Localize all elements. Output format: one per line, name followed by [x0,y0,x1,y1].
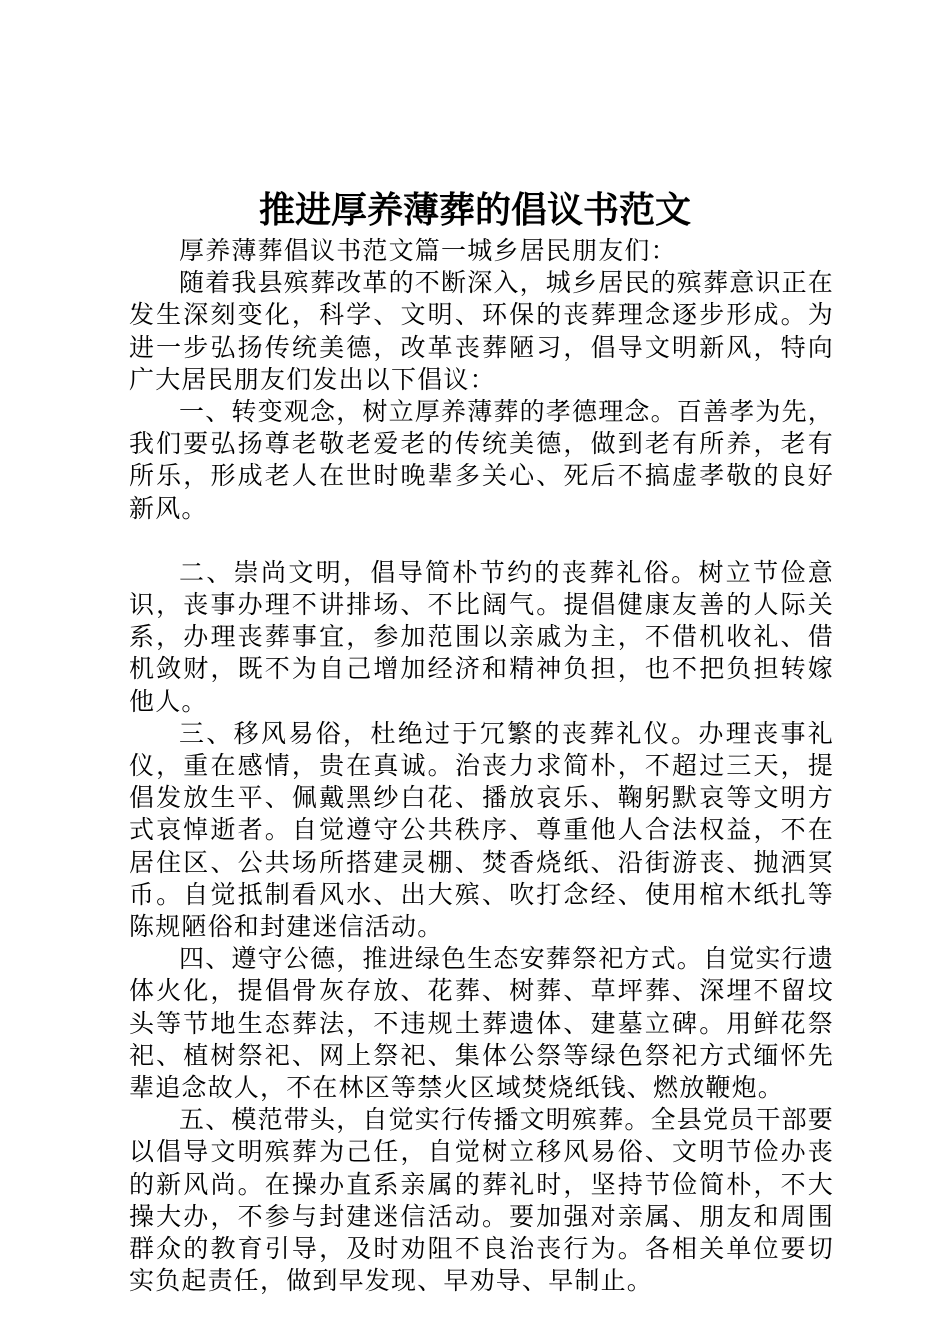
paragraph-greeting: 厚养薄葬倡议书范文篇一城乡居民朋友们： [179,236,677,265]
paragraph-item-4: 四、遵守公德，推进绿色生态安葬祭祀方式。自觉实行遗体火化，提倡骨灰存放、花葬、树葬、草坪葬、深埋不留坟头等节地生态葬法，不违规土葬遗体、建墓立碑。用鲜花祭祀、植树祭祀、网上祭祀、集体公祭等绿色祭祀方式缅怀先辈追念故人，不在林区等禁火区域焚烧纸钱、燃放鞭炮。 [129,944,835,1103]
document-body [129,235,834,1298]
paragraph-item-3: 三、移风易俗，杜绝过于冗繁的丧葬礼仪。办理丧事礼仪，重在感情，贵在真诚。治丧力求简朴，不超过三天，提倡发放生平、佩戴黑纱白花、播放哀乐、鞠躬默哀等文明方式哀悼逝者。自觉遵守公共秩序、尊重他人合法权益，不在居住区、公共场所搭建灵棚、焚香烧纸、沿街游丧、抛洒冥币。自觉抵制看风水、出大殡、吹打念经、使用棺木纸扎等陈规陋俗和封建迷信活动。 [129,718,834,942]
paragraph-item-1: 一、转变观念，树立厚养薄葬的孝德理念。百善孝为先，我们要弘扬尊老敬老爱老的传统美德，做到老有所养，老有所乐，形成老人在世时晚辈多关心、死后不搞虚孝敬的良好新风。 [129,397,835,523]
paragraph-item-2: 二、崇尚文明，倡导简朴节约的丧葬礼俗。树立节俭意识，丧事办理不讲排场、不比阔气。提倡健康友善的人际关系，办理丧葬事宜，参加范围以亲戚为主，不借机收礼、借机敛财，既不为自己增加经济和精神负担，也不把负担转嫁他人。 [129,557,834,716]
paragraph-intro: 随着我县殡葬改革的不断深入，城乡居民的殡葬意识正在发生深刻变化，科学、文明、环保的丧葬理念逐步形成。为进一步弘扬传统美德，改革丧葬陋习，倡导文明新风，特向广大居民朋友们发出以下倡议： [129,268,835,394]
document-title: 推进厚养薄葬的倡议书范文 [258,189,691,231]
paragraph-item-5: 五、模范带头，自觉实行传播文明殡葬。全县党员干部要以倡导文明殡葬为己任，自觉树立移风易俗、文明节俭办丧的新风尚。在操办直系亲属的葬礼时，坚持节俭简朴，不大操大办，不参与封建迷信活动。要加强对亲属、朋友和周围群众的教育引导，及时劝阻不良治丧行为。各相关单位要切实负起责任，做到早发现、早劝导、早制止。 [129,1105,835,1296]
